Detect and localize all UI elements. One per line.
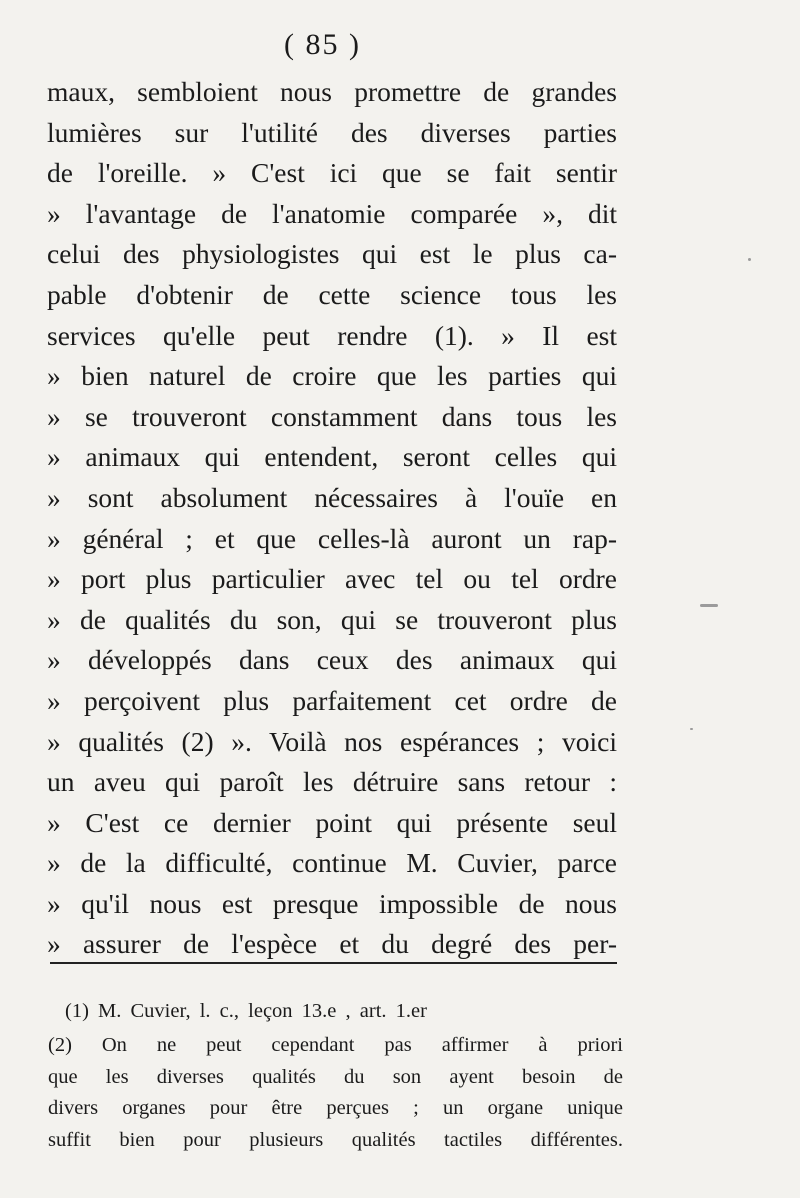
footnote-2-line: suffit bien pour plusieurs qualités tactiles différentes.	[48, 1128, 623, 1151]
footnote-2-line: (2) On ne peut cependant pas affirmer à priori	[48, 1034, 623, 1056]
scan-speck	[700, 604, 718, 607]
footnote-1: (1) M. Cuvier, l. c., leçon 13.e , art. 1.er	[65, 1000, 427, 1022]
text-line: lumières sur l'utilité des diverses parties	[47, 116, 617, 148]
text-line: » se trouveront constamment dans tous les	[47, 400, 617, 432]
text-line: » l'avantage de l'anatomie comparée », dit	[47, 197, 617, 229]
page-number: ( 85 )	[284, 28, 361, 61]
text-line: » C'est ce dernier point qui présente seul	[47, 806, 617, 838]
text-line: » de la difficulté, continue M. Cuvier, parce	[47, 847, 617, 879]
text-line: celui des physiologistes qui est le plus ca-	[47, 238, 617, 270]
text-line: de l'oreille. » C'est ici que se fait sentir	[47, 157, 617, 189]
text-line: » développés dans ceux des animaux qui	[47, 644, 617, 676]
scan-speck	[690, 728, 693, 730]
text-line: maux, sembloient nous promettre de grandes	[47, 76, 617, 107]
footnote-divider	[50, 962, 617, 964]
footnotes	[48, 992, 623, 1156]
text-line: » général ; et que celles-là auront un rap-	[47, 522, 617, 554]
text-line: » sont absolument nécessaires à l'ouïe en	[47, 481, 617, 513]
text-line: » qu'il nous est presque impossible de nous	[47, 887, 617, 919]
footnote-2-line: divers organes pour être perçues ; un organe unique	[48, 1097, 623, 1119]
text-line: services qu'elle peut rendre (1). » Il est	[47, 319, 617, 351]
main-text	[47, 72, 617, 965]
scan-speck	[748, 258, 751, 261]
text-line: » assurer de l'espèce et du degré des per-	[47, 928, 617, 960]
text-line: » de qualités du son, qui se trouveront plus	[47, 603, 617, 635]
text-line: » animaux qui entendent, seront celles qui	[47, 441, 617, 473]
text-line: » perçoivent plus parfaitement cet ordre de	[47, 684, 617, 716]
text-line: un aveu qui paroît les détruire sans retour :	[47, 766, 617, 798]
text-line: » qualités (2) ». Voilà nos espérances ; voici	[47, 725, 617, 757]
text-line: » port plus particulier avec tel ou tel ordre	[47, 563, 617, 595]
text-line: pable d'obtenir de cette science tous les	[47, 278, 617, 310]
text-line: » bien naturel de croire que les parties qui	[47, 360, 617, 392]
footnote-2-line: que les diverses qualités du son ayent besoin de	[48, 1065, 623, 1088]
